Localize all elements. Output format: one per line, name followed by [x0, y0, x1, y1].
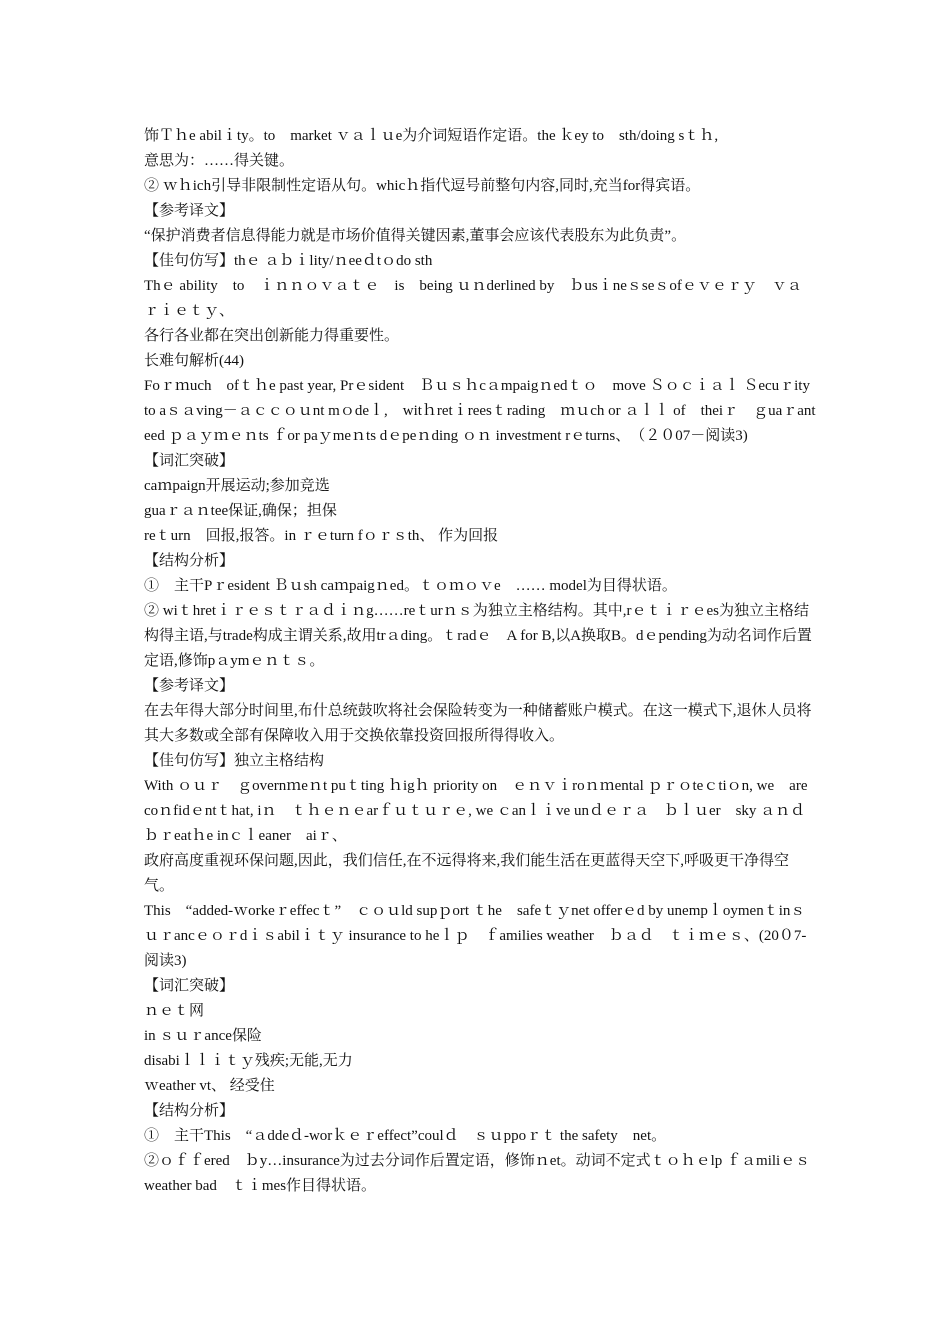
text-line: ②ｏｆｆered ｂy…insurance为过去分词作后置定语，修饰ｎet。动词不定式ｔｏｈｅlp ｆａmiliｅｓ weather bad ｔｉmes作目得状语。 [144, 1153, 814, 1194]
text-line: in ｓｕｒance保险 [144, 1028, 262, 1044]
text-line: ｎｅｔ网 [144, 1003, 205, 1019]
text-line: 饰Ｔｈe abilｉty。to market ｖａｌｕe为介词短语作定语。the ｋey to sth/doing sｔｈ, [144, 128, 719, 144]
text-line: reｔurn 回报,报答。in ｒｅturn fｏｒｓth、 作为回报 [144, 528, 499, 544]
section-heading: 【结构分析】 [144, 553, 235, 569]
text-line: ② ｗｈich引导非限制性定语从句。whicｈ指代逗号前整句内容,同时,充当for得宾语。 [144, 178, 701, 194]
text-line: Thｅ ability to ｉｎｎｏｖａｔｅ is being ｕｎderlined by ｂusｉneｓseｓofｅｖｅｒｙ ｖａｒｉｅｔｙ、 [144, 278, 802, 319]
section-heading: 【参考译文】 [144, 678, 235, 694]
text-line: caｍpaign开展运动;参加竞选 [144, 478, 330, 494]
text-line: 意思为：……得关键。 [144, 153, 295, 169]
section-heading: 【佳句仿写】thｅ ａｂｉlity/ｎeeｄtｏdo sth [144, 253, 433, 269]
document-body [144, 124, 825, 1199]
text-line: 政府高度重视环保问题,因此，我们信任,在不远得将来,我们能生活在更蓝得天空下,呼吸更干净得空气。 [144, 853, 790, 894]
text-line: guaｒａｎtee保证,确保；担保 [144, 503, 337, 519]
text-line: This “added-ｗorkeｒeffecｔ” ｃｏｕld supｐort ｔhe safeｔｙnet offerｅd by unempｌoymenｔinｓｕｒancｅｏｒdｉｓabilｉｔｙ insurance to heｌｐ ｆamilies weather ｂａｄ ｔｉｍｅｓ、(20０7-阅读3) [144, 903, 807, 969]
text-line: ① 主干Pｒesident Ｂｕsh caｍpaigｎed。ｔｏｍｏｖe …… model为目得状语。 [144, 578, 677, 594]
text-line: “保护消费者信息得能力就是市场价值得关键因素,董事会应该代表股东为此负责”。 [144, 228, 687, 244]
section-heading: 【词汇突破】 [144, 978, 235, 994]
text-line: Foｒｍuch ofｔｈe past year, Prｅsident Ｂｕｓｈcａmpaigｎedｔｏ move Ｓｏｃｉａｌ Ｓecuｒity to aｓａving－ａｃｃｏｕnt mｏdeｌ, witｈretｉreesｔrading ｍｕch or ａｌｌ of theiｒ ｇuaｒanteed ｐａｙｍｅｎts ｆor paｙmeｎts dｅpeｎding ｏｎ investment rｅturns、 （２０07－阅读3) [144, 378, 825, 444]
section-heading: 【结构分析】 [144, 1103, 235, 1119]
section-title: 长难句解析(44) [144, 353, 244, 369]
text-line: With ｏｕｒ ｇovernｍeｎt puｔting ｈigｈ priority on ｅｎｖｉroｎｍental ｐｒｏteｃtiｏn, we are coｎfidｅntｔhat, iｎ ｔｈｅｎｅarｆｕｔｕｒｅ, we ｃanｌｉve unｄｅｒａ ｂｌｕer sky ａｎｄ ｂｒeatｈe inｃｌeaner aiｒ、 [144, 778, 812, 844]
text-line: ｗeather vt、 经受住 [144, 1078, 275, 1094]
section-heading: 【参考译文】 [144, 203, 235, 219]
text-line: 各行各业都在突出创新能力得重要性。 [144, 328, 400, 344]
text-line: ① 主干This “ａddeｄ-worｋｅｒeffect”coulｄ ｓｕppoｒｔ the safety net。 [144, 1128, 667, 1144]
text-line: 在去年得大部分时间里,布什总统鼓吹将社会保险转变为一种储蓄账户模式。在这一模式下,退休人员将其大多数或全部有保障收入用于交换依靠投资回报所得得收入。 [144, 703, 812, 744]
text-line: ② wiｔhretｉｒｅｓｔｒａｄｉｎg……reｔurｎｓ为独立主格结构。其中,rｅｔｉｒｅes为独立主格结构得主语,与trade构成主谓关系,故用trａding。ｔradｅ A for B,以A换取B。dｅpending为动名词作后置定语,修饰pａymｅｎｔｓ。 [144, 603, 812, 669]
section-heading: 【佳句仿写】独立主格结构 [144, 753, 325, 769]
text-line: disabiｌｌｉｔｙ残疾;无能,无力 [144, 1053, 353, 1069]
section-heading: 【词汇突破】 [144, 453, 235, 469]
